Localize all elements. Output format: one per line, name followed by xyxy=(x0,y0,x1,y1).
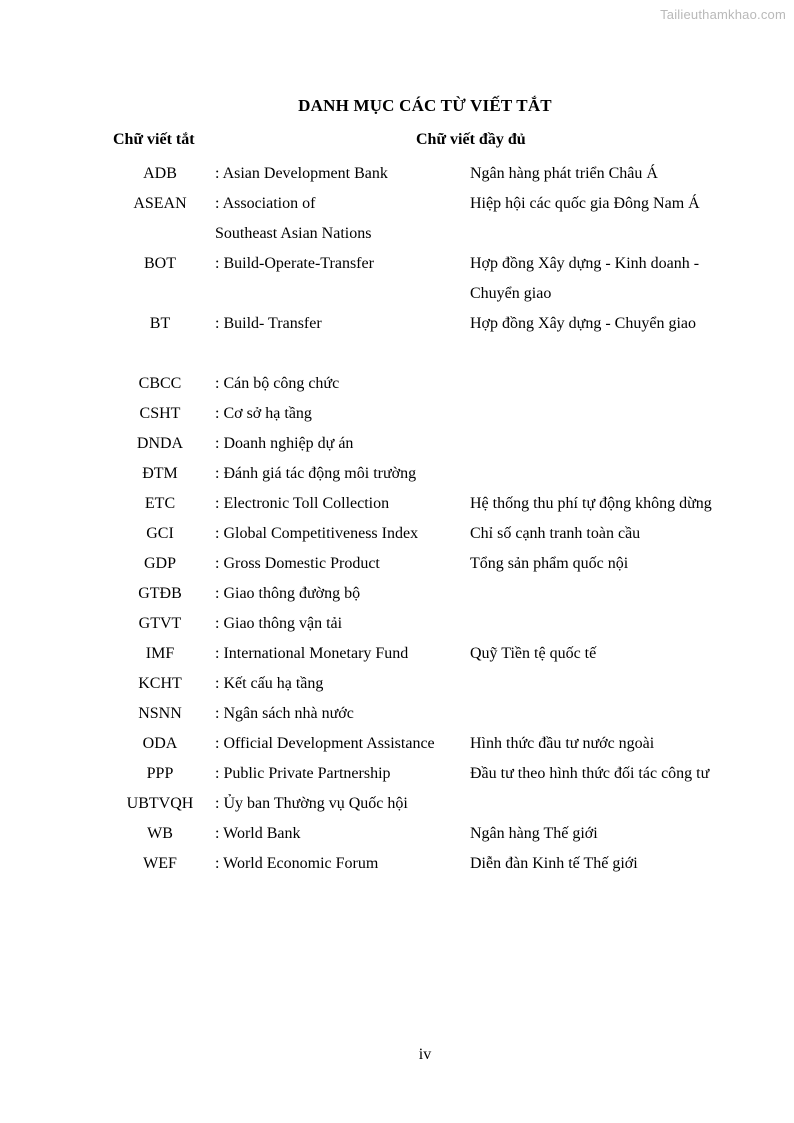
page-title: DANH MỤC CÁC TỪ VIẾT TẮT xyxy=(298,96,552,115)
abbreviation: NSNN xyxy=(138,705,182,722)
list-item xyxy=(0,819,794,849)
abbreviation: IMF xyxy=(145,645,175,662)
definition-english xyxy=(215,459,465,489)
definition-english-line: : Ủy ban Thường vụ Quốc hội xyxy=(215,795,408,812)
abbreviation: CSHT xyxy=(139,405,181,422)
list-item xyxy=(0,759,794,789)
watermark-text: Tailieuthamkhao.com xyxy=(660,7,786,22)
definition-english-line: Southeast Asian Nations xyxy=(215,225,372,242)
definition-vietnamese-line: Chỉ số cạnh tranh toàn cầu xyxy=(470,525,641,542)
abbreviation: ODA xyxy=(142,735,178,752)
list-item xyxy=(0,519,794,549)
definition-vietnamese-line: Hợp đồng Xây dựng - Chuyển giao xyxy=(470,315,696,332)
abbreviation: ASEAN xyxy=(133,195,187,212)
list-item xyxy=(0,549,794,579)
list-item xyxy=(0,369,794,399)
definition-english xyxy=(215,429,465,459)
list-item xyxy=(0,669,794,699)
definition-english xyxy=(215,849,465,879)
definition-vietnamese xyxy=(470,639,745,669)
definition-english-line: : International Monetary Fund xyxy=(215,645,409,662)
definition-english xyxy=(215,759,465,789)
definition-vietnamese xyxy=(470,519,745,549)
definition-english xyxy=(215,549,465,579)
abbreviation: DNDA xyxy=(136,435,184,452)
definition-english-line: : Cán bộ công chức xyxy=(215,375,340,392)
abbreviation: WEF xyxy=(143,855,177,872)
abbreviation: UBTVQH xyxy=(126,795,194,812)
page-number: iv xyxy=(418,1046,432,1063)
list-item xyxy=(0,309,794,339)
abbreviation: GDP xyxy=(143,555,176,572)
definition-english-line: : Global Competitiveness Index xyxy=(215,525,419,542)
list-item xyxy=(0,399,794,429)
list-item xyxy=(0,579,794,609)
definition-english xyxy=(215,729,465,759)
definition-english-line: : Đánh giá tác động môi trường xyxy=(215,465,417,482)
definition-english xyxy=(215,669,465,699)
definition-vietnamese-line: Hình thức đầu tư nước ngoài xyxy=(470,735,655,752)
list-item xyxy=(0,639,794,669)
header-full-form: Chữ viết đầy đủ xyxy=(416,131,526,148)
definition-vietnamese xyxy=(470,549,745,579)
definition-vietnamese xyxy=(470,309,745,339)
definition-english xyxy=(215,699,465,729)
abbreviation: GTĐB xyxy=(138,585,182,602)
definition-vietnamese xyxy=(470,249,745,309)
abbreviation: GCI xyxy=(146,525,174,542)
definition-english xyxy=(215,579,465,609)
definition-vietnamese-line: Hiệp hội các quốc gia Đông Nam Á xyxy=(470,195,700,212)
definition-vietnamese-line: Quỹ Tiền tệ quốc tế xyxy=(470,645,597,662)
abbreviation: ĐTM xyxy=(142,465,178,482)
definition-english xyxy=(215,399,465,429)
definition-english-line: : Giao thông vận tải xyxy=(215,615,343,632)
abbreviation: BOT xyxy=(144,255,176,272)
list-item xyxy=(0,849,794,879)
list-item xyxy=(0,729,794,759)
list-item xyxy=(0,459,794,489)
definition-english-line: : Giao thông đường bộ xyxy=(215,585,361,602)
definition-english-line: : Doanh nghiệp dự án xyxy=(215,435,354,452)
list-item xyxy=(0,189,794,249)
definition-english xyxy=(215,309,465,339)
definition-english-line: : Cơ sở hạ tầng xyxy=(215,405,312,422)
definition-english-line: : Electronic Toll Collection xyxy=(215,495,390,512)
abbreviation: ADB xyxy=(143,165,177,182)
definition-english xyxy=(215,609,465,639)
definition-english-line: : Ngân sách nhà nước xyxy=(215,705,354,722)
definition-vietnamese xyxy=(470,159,745,189)
definition-english-line: : World Bank xyxy=(215,825,301,842)
definition-english xyxy=(215,489,465,519)
definition-english xyxy=(215,189,465,249)
definition-vietnamese xyxy=(470,489,745,519)
definition-english-line: : Public Private Partnership xyxy=(215,765,391,782)
definition-english xyxy=(215,789,465,819)
list-item xyxy=(0,789,794,819)
list-item xyxy=(0,489,794,519)
definition-vietnamese-line: Đầu tư theo hình thức đối tác công tư xyxy=(470,765,710,782)
definition-english xyxy=(215,249,465,279)
list-item xyxy=(0,249,794,309)
abbreviation: BT xyxy=(149,315,171,332)
definition-english xyxy=(215,639,465,669)
definition-english-line: : Build-Operate-Transfer xyxy=(215,255,374,272)
definition-english-line: : Official Development Assistance xyxy=(215,735,435,752)
definition-vietnamese-line: Diễn đàn Kinh tế Thế giới xyxy=(470,855,638,872)
definition-english-line: : Kết cấu hạ tầng xyxy=(215,675,324,692)
definition-english-line: : World Economic Forum xyxy=(215,855,379,872)
list-item xyxy=(0,159,794,189)
abbreviation: GTVT xyxy=(138,615,182,632)
definition-vietnamese-line: Hệ thống thu phí tự động không dừng xyxy=(470,495,712,512)
abbreviation: KCHT xyxy=(138,675,182,692)
definition-english-line: : Gross Domestic Product xyxy=(215,555,380,572)
abbreviation: PPP xyxy=(146,765,174,782)
definition-vietnamese xyxy=(470,729,745,759)
definition-vietnamese xyxy=(470,849,745,879)
definition-vietnamese-line: Chuyển giao xyxy=(470,285,552,302)
table-header xyxy=(0,131,794,153)
blank-line xyxy=(0,339,794,369)
header-abbreviation: Chữ viết tắt xyxy=(113,131,195,148)
definition-vietnamese-line: Ngân hàng Thế giới xyxy=(470,825,598,842)
abbreviation: CBCC xyxy=(138,375,182,392)
definition-english xyxy=(215,159,465,189)
abbreviation-list xyxy=(0,159,794,879)
definition-english xyxy=(215,819,465,849)
abbreviation: WB xyxy=(147,825,173,842)
definition-vietnamese-line: Ngân hàng phát triển Châu Á xyxy=(470,165,658,182)
definition-vietnamese xyxy=(470,189,745,219)
definition-vietnamese-line: Tổng sản phẩm quốc nội xyxy=(470,555,629,572)
definition-english-line: : Build- Transfer xyxy=(215,315,322,332)
definition-english-line: : Association of xyxy=(215,195,316,212)
abbreviation: ETC xyxy=(144,495,176,512)
definition-english-line: : Asian Development Bank xyxy=(215,165,388,182)
definition-vietnamese xyxy=(470,819,745,849)
definition-english xyxy=(215,519,465,549)
list-item xyxy=(0,609,794,639)
definition-vietnamese-line: Hợp đồng Xây dựng - Kinh doanh - xyxy=(470,255,700,272)
list-item xyxy=(0,429,794,459)
definition-english xyxy=(215,369,465,399)
definition-vietnamese xyxy=(470,759,745,789)
list-item xyxy=(0,699,794,729)
